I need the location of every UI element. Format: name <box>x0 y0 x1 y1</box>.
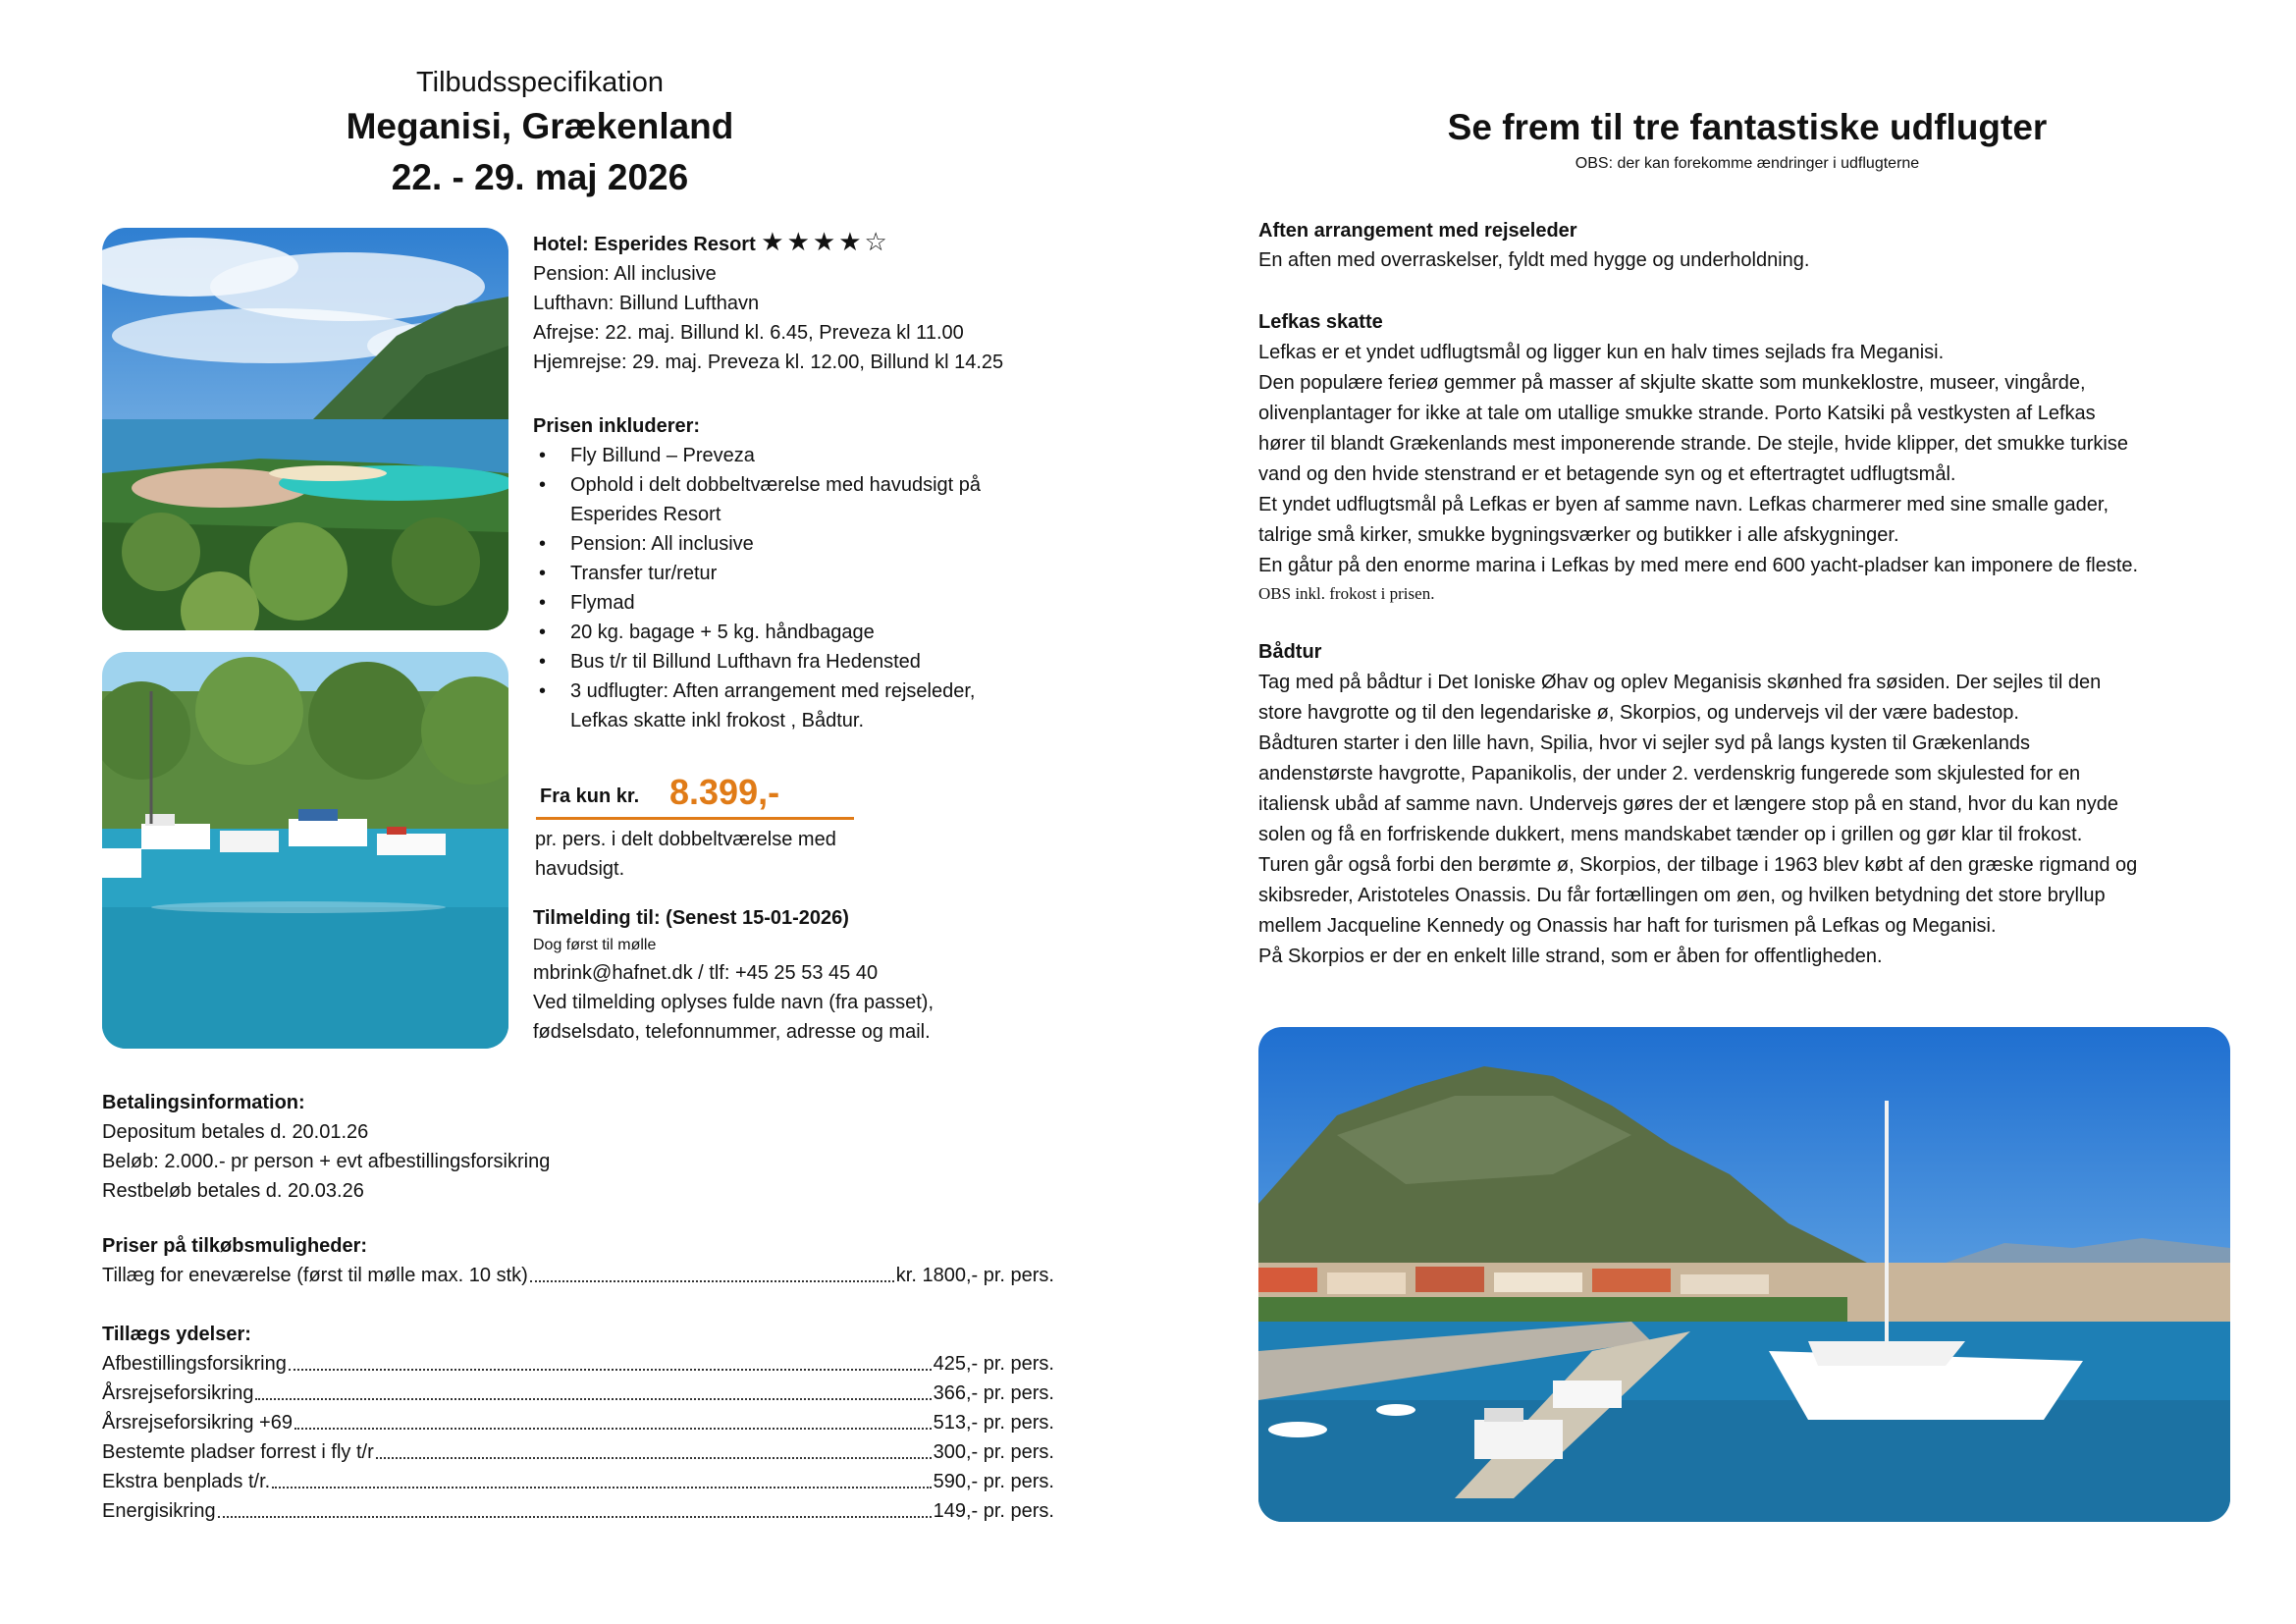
list-item: • 20 kg. bagage + 5 kg. håndbagage <box>533 618 981 647</box>
excursions-title: Se frem til tre fantastiske udflugter <box>1447 107 2048 147</box>
offer-subtitle: Tilbudsspecifikation <box>416 67 664 98</box>
signup-section <box>533 903 934 1047</box>
addon-row: Årsrejseforsikring 366,- pr. pers. <box>102 1379 1054 1408</box>
lunch-note: OBS inkl. frokost i prisen. <box>1258 584 1435 603</box>
lagoon-photo <box>102 228 508 630</box>
includes-section <box>533 411 981 735</box>
extras-heading: Priser på tilkøbsmuligheder: <box>102 1235 368 1257</box>
list-item: • Pension: All inclusive <box>533 529 981 559</box>
hotel-info <box>533 228 1003 377</box>
price-value: 8.399,- <box>669 772 780 812</box>
includes-heading: Prisen inkluderer: <box>533 415 701 437</box>
section-heading: Aften arrangement med rejseleder <box>1258 220 1577 242</box>
excursion-evening: Aften arrangement med rejseleder En aften med overraskelser, fyldt med hygge og underholdning. <box>1258 216 1809 275</box>
addon-row: Ekstra benplads t/r. 590,- pr. pers. <box>102 1467 1054 1496</box>
addon-row: Afbestillingsforsikring 425,- pr. pers. <box>102 1349 1054 1379</box>
info-return: Hjemrejse: 29. maj. Preveza kl. 12.00, Billund kl 14.25 <box>533 352 1004 373</box>
hotel-name: Hotel: Esperides Resort <box>533 234 756 255</box>
payment-heading: Betalingsinformation: <box>102 1092 305 1113</box>
signup-note: Dog først til mølle <box>533 937 657 953</box>
signup-heading: Tilmelding til: (Senest 15-01-2026) <box>533 907 849 929</box>
excursions-subtitle: OBS: der kan forekomme ændringer i udflugterne <box>1575 155 1920 172</box>
extras-row: Tillæg for eneværelse (først til mølle max. 10 stk) kr. 1800,- pr. pers. <box>102 1261 1054 1290</box>
payment-line: Depositum betales d. 20.01.26 <box>102 1121 369 1143</box>
list-item: • Fly Billund – Preveza <box>533 441 981 470</box>
list-item: Esperides Resort <box>570 504 721 525</box>
section-heading: Lefkas skatte <box>1258 311 1383 333</box>
excursion-lefkas: Lefkas skatte Lefkas er et yndet udflugtsmål og ligger kun en halv times sejlads fra Meganisi. Den populære ferieø gemmer på masser af skjulte skatte som munkeklostre, museer, vingårde, olivenplantager for ikke at tale om utallige smukke strande. Porto Katsiki på vestkysten af Lefkas hører til blandt Grækenlands mest imponerende strande. De stejle, hvide klipper, det smukke turkise vand og den hvide stenstrand er et betagende syn og et eftertragtet udflugtsmål. Et yndet udflugtsmål på Lefkas er byen af samme navn. Lefkas charmerer med sine smalle gader, talrige små kirker, smukke bygningsværker og butikker i alle afskygninger. En gåtur på den enorme marina i Lefkas by med mere end 600 yacht-pladser kan imponere de fleste. OBS inkl. frokost i prisen. <box>1258 306 2138 607</box>
price-label: Fra kun kr. <box>540 785 640 807</box>
harbour-boats-photo <box>102 652 508 1049</box>
excursion-boat: Bådtur Tag med på bådtur i Det Ioniske Øhav og oplev Meganisis skønhed fra søsiden. Der sejles til den store havgrotte og til den legendariske ø, Skorpios, og undervejs vil der være badestop. Bådturen starter i den lille havn, Spilia, hvor vi sejler syd på langs kysten til Grækenlands andenstørste havgrotte, Papanikolis, der under 2. verdenskrig fungerede som skjulested for en italiensk ubåd af samme navn. Undervejs gøres der et længere stop på en stand, hvor du kan nyde solen og få en forfriskende dukkert, mens mandskabet tænder op i grillen og gør klar til frokost. Turen går også forbi den berømte ø, Skorpios, der tilbage i 1963 blev købt af den græske rigmand og skibsreder, Aristoteles Onassis. Du får fortællingen om øen, og hvilken betydning det store bryllup mellem Jacqueline Kennedy og Onassis har haft for turismen på Lefkas og Meganisi. På Skorpios er der en enkelt lille strand, som er åben for offentligheden. <box>1258 636 2137 972</box>
price-box <box>536 772 854 820</box>
signup-line: fødselsdato, telefonnummer, adresse og mail. <box>533 1021 931 1043</box>
payment-line: Restbeløb betales d. 20.03.26 <box>102 1180 364 1202</box>
includes-list <box>533 441 981 735</box>
list-item: • Bus t/r til Billund Lufthavn fra Hedensted <box>533 647 981 677</box>
marina-photo <box>1258 1027 2230 1522</box>
list-item: • Flymad <box>533 588 981 618</box>
list-item: • Ophold i delt dobbeltværelse med havudsigt på <box>533 470 981 500</box>
addon-row: Energisikring 149,- pr. pers. <box>102 1496 1054 1526</box>
list-item: Lefkas skatte inkl frokost , Bådtur. <box>570 710 865 731</box>
addon-row: Bestemte pladser forrest i fly t/r 300,- pr. pers. <box>102 1437 1054 1467</box>
info-departure: Afrejse: 22. maj. Billund kl. 6.45, Preveza kl 11.00 <box>533 322 964 344</box>
travel-dates: 22. - 29. maj 2026 <box>391 157 689 197</box>
hotel-stars: ★★★★☆ <box>761 228 890 257</box>
addon-row: Årsrejseforsikring +69 513,- pr. pers. <box>102 1408 1054 1437</box>
excursions-header <box>1256 102 2238 175</box>
destination-title: Meganisi, Grækenland <box>346 106 734 146</box>
list-item: • 3 udflugter: Aften arrangement med rejseleder, <box>533 677 981 706</box>
info-pension: Pension: All inclusive <box>533 263 717 285</box>
payment-line: Beløb: 2.000.- pr person + evt afbestillingsforsikring <box>102 1151 551 1172</box>
list-item: • Transfer tur/retur <box>533 559 981 588</box>
addons-heading: Tillægs ydelser: <box>102 1324 251 1345</box>
payment-section <box>102 1088 550 1206</box>
price-note: pr. pers. i delt dobbeltværelse med havudsigt. <box>535 829 836 880</box>
info-airport: Lufthavn: Billund Lufthavn <box>533 293 760 314</box>
section-heading: Bådtur <box>1258 641 1322 663</box>
signup-contact: mbrink@hafnet.dk / tlf: +45 25 53 45 40 <box>533 962 879 984</box>
signup-line: Ved tilmelding oplyses fulde navn (fra passet), <box>533 992 934 1013</box>
left-header <box>226 63 854 204</box>
